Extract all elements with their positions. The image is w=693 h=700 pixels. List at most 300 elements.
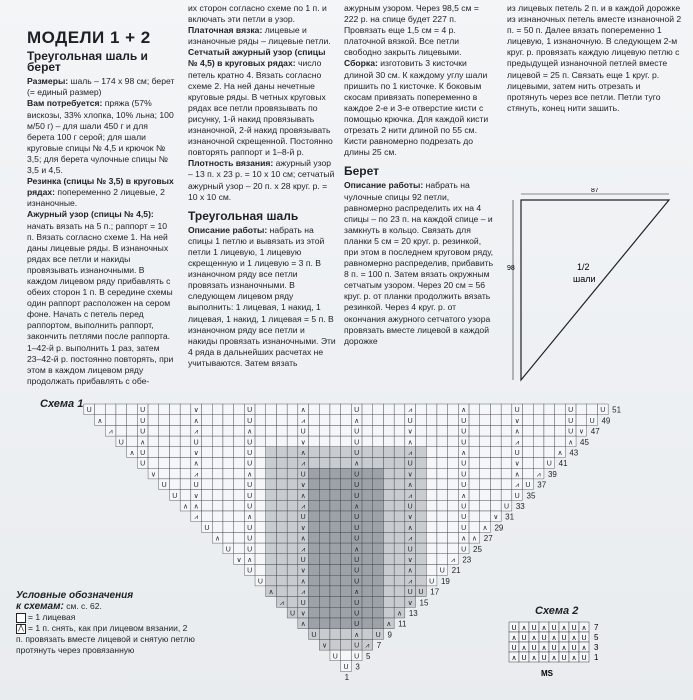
schema1-symbol: U: [247, 546, 253, 554]
schema1-cell: [362, 500, 373, 511]
schema1-cell: [202, 479, 213, 490]
schema2-symbol: U: [551, 645, 557, 652]
schema1-row-number: 23: [462, 555, 472, 565]
schema1-cell: [276, 458, 287, 469]
schema1-symbol: U: [525, 482, 531, 490]
schema1-cell: [309, 436, 320, 447]
schema1-cell: [287, 468, 298, 479]
schema1-cell: [437, 532, 448, 543]
legend-item-decrease: [16, 623, 196, 656]
schema1-cell: [319, 490, 330, 501]
schema1-symbol: U: [289, 610, 296, 618]
schema1-cell: [169, 447, 180, 458]
schema1-symbol: ∧: [354, 417, 360, 425]
schema1-cell: [416, 575, 427, 586]
schema1-symbol: ∨: [300, 567, 306, 575]
schema1-cell: [212, 415, 223, 426]
schema1-cell: [330, 597, 341, 608]
legend-subtitle-label: к схемам:: [16, 601, 64, 612]
schema2-symbol: U: [581, 635, 587, 642]
schema1-symbol: ⩘: [515, 439, 520, 447]
schema1-cell: [383, 607, 394, 618]
schema2-symbol: U: [561, 655, 567, 662]
schema1-cell: [180, 436, 191, 447]
schema1-symbol: U: [247, 482, 253, 490]
schema1-symbol: ⩘: [301, 503, 306, 511]
schema1-symbol: ∧: [354, 503, 360, 511]
schema1-cell: [180, 404, 191, 415]
schema1-symbol: U: [247, 450, 253, 457]
schema1-cell: [341, 458, 352, 469]
schema1-symbol: ⩘: [408, 535, 413, 543]
schema1-symbol: U: [300, 514, 306, 522]
schema1-cell: [373, 404, 384, 415]
page-title: МОДЕЛИ 1 + 2: [27, 28, 151, 47]
schema1-symbol: U: [407, 589, 413, 597]
schema1-row-number: 29: [494, 523, 504, 533]
schema1-cell: [341, 586, 352, 597]
schema1-symbol: ∧: [268, 589, 274, 597]
shawl-work-paragraph: [188, 225, 336, 369]
schema1-cell: [330, 532, 341, 543]
schema1-cell: [448, 500, 459, 511]
schema1-cell: [394, 575, 405, 586]
schema1-symbol: U: [407, 503, 413, 511]
schema1-cell: [383, 565, 394, 576]
schema1-cell: [309, 522, 320, 533]
schema1-symbol: U: [140, 460, 146, 468]
schema1-cell: [319, 575, 330, 586]
schema1-cell: [394, 597, 405, 608]
schema1-symbol: ⩘: [365, 642, 370, 650]
schema1-cell: [330, 586, 341, 597]
schema1-cell: [341, 532, 352, 543]
width-label: 87: [591, 188, 599, 194]
schema1-cell: [234, 490, 245, 501]
schema1-cell: [169, 479, 180, 490]
schema1-cell: [287, 565, 298, 576]
schema1-cell: [426, 458, 437, 469]
schema1-cell: [426, 500, 437, 511]
schema1-cell: [373, 554, 384, 565]
schema1-symbol: U: [354, 642, 360, 650]
schema1-cell: [234, 458, 245, 469]
schema1-symbol: ⩘: [408, 407, 413, 415]
schema1-cell: [266, 425, 277, 436]
shawl-label: шали: [573, 274, 596, 284]
schema1-cell: [362, 404, 373, 415]
mesh-paragraph: [188, 47, 336, 158]
schema1-cell: [212, 447, 223, 458]
schema1-cell: [202, 425, 213, 436]
schema1-cell: [373, 532, 384, 543]
schema1-symbol: ⩘: [301, 417, 306, 425]
schema1-cell: [330, 511, 341, 522]
schema1-symbol: U: [354, 492, 360, 500]
schema1-cell: [319, 500, 330, 511]
schema1-cell: [416, 479, 427, 490]
schema1-cell: [276, 543, 287, 554]
schema1-symbol: U: [140, 450, 146, 457]
schema1-row-number: 33: [515, 502, 525, 511]
schema1-cell: [480, 511, 491, 522]
schema2-row-number: 1: [594, 653, 599, 662]
schema1-cell: [437, 479, 448, 490]
schema1-cell: [416, 490, 427, 501]
schema1-cell: [212, 425, 223, 436]
schema1-cell: [330, 425, 341, 436]
schema1-symbol: U: [461, 417, 467, 425]
schema1-symbol: U: [429, 578, 435, 586]
schema1-cell: [341, 436, 352, 447]
schema1-cell: [394, 500, 405, 511]
schema1-cell: [426, 468, 437, 479]
schema1-cell: [373, 543, 384, 554]
schema2-symbol: U: [571, 625, 577, 632]
schema1-cell: [276, 565, 287, 576]
schema1-cell: [501, 447, 512, 458]
schema1-cell: [169, 468, 180, 479]
materials-label: Вам потребуется:: [27, 98, 103, 109]
schema1-symbol: U: [193, 482, 199, 490]
schema1-cell: [394, 447, 405, 458]
schema1-cell: [309, 554, 320, 565]
schema1-cell: [309, 458, 320, 469]
schema1-symbol: ⩘: [301, 460, 306, 468]
rib-text: попеременно 2 лицевые, 2 изнаночные.: [27, 187, 165, 209]
schema1-symbol: ∨: [514, 417, 520, 425]
schema1-cell: [212, 479, 223, 490]
schema1-cell: [448, 415, 459, 426]
schema1-cell: [394, 532, 405, 543]
schema2-symbol: ∧: [551, 635, 557, 642]
schema1-cell: [341, 565, 352, 576]
schema1-cell: [362, 565, 373, 576]
schema1-symbol: U: [439, 567, 445, 575]
schema2-symbol: U: [531, 645, 537, 652]
schema1-symbol: ∧: [396, 610, 403, 618]
models-subtitle: Треугольная шаль и берет: [27, 49, 148, 75]
schema1-symbol: ∨: [407, 514, 413, 522]
schema1-cell: [159, 468, 170, 479]
schema1-cell: [587, 404, 598, 415]
legend-subtitle-ref: см. с. 62.: [66, 601, 102, 611]
schema1-symbol: U: [354, 578, 360, 586]
schema1-symbol: ∨: [193, 492, 199, 500]
schema1-symbol: U: [354, 653, 360, 661]
col3-intro: ажурным узором. Через 98,5 см = 222 р. на спице будет 227 п. Провязать еще 1,5 см = 4 р. платочной вязкой. Все петли свободно закрыть лицевыми.: [344, 3, 479, 58]
schema1-symbol: ∧: [407, 524, 413, 532]
schema1-cell: [544, 436, 555, 447]
schema1-cell: [523, 458, 534, 469]
schema1-cell: [255, 522, 266, 533]
schema1-cell: [416, 436, 427, 447]
rib-label: Резинка (спицы № 3,5) в круговых рядах:: [27, 176, 174, 198]
schema1-cell: [266, 565, 277, 576]
schema1-cell: [266, 479, 277, 490]
schema1-symbol: ∧: [140, 439, 146, 447]
schema1-cell: [180, 425, 191, 436]
schema1-cell: [276, 479, 287, 490]
schema1-cell: [426, 447, 437, 458]
schema1-cell: [362, 543, 373, 554]
schema1-row-number: 21: [451, 566, 461, 576]
schema2-symbol: U: [541, 655, 547, 662]
schema1-cell: [416, 522, 427, 533]
schema1-symbol: ∧: [568, 439, 574, 447]
schema1-cell: [212, 511, 223, 522]
schema1-cell: [383, 543, 394, 554]
schema1-cell: [469, 468, 480, 479]
schema1-cell: [309, 532, 320, 543]
legend-item1-text: = 1 лицевая: [28, 612, 76, 622]
schema1-symbol: ⩘: [408, 492, 413, 500]
decrease-symbol-icon: ⋀: [16, 624, 26, 634]
schema1-cell: [437, 404, 448, 415]
legend-item2-text: = 1 п. снять, как при лицевом вязании, 2 п. провязать вместе лицевой и снятую петлю протянуть через провязанную: [16, 623, 195, 655]
schema1-cell: [234, 511, 245, 522]
schema1-cell: [255, 404, 266, 415]
schema1-cell: [309, 565, 320, 576]
schema1-cell: [469, 425, 480, 436]
schema1-cell: [127, 425, 138, 436]
schema1-cell: [437, 436, 448, 447]
schema1-symbol: U: [461, 524, 467, 532]
schema1-symbol: ∨: [407, 471, 413, 479]
schema1-cell: [319, 511, 330, 522]
schema1-cell: [383, 575, 394, 586]
schema1-row-number: 27: [483, 534, 493, 544]
legend-title: Условные обозначения: [16, 590, 134, 601]
schema1-cell: [223, 511, 234, 522]
schema1-cell: [383, 586, 394, 597]
schema1-cell: [341, 468, 352, 479]
schema1-cell: [330, 543, 341, 554]
schema1-cell: [330, 565, 341, 576]
schema1-cell: [266, 522, 277, 533]
schema1-cell: [448, 447, 459, 458]
schema1-cell: [287, 511, 298, 522]
beret-work-text: набрать на чулочные спицы 92 петли, равномерно распределить их на 4 спицы – по 23 п. на каждой спице – и замкнуть в кольцо. Связать для планки 5 см = 20 круг. р. резинкой, при этом в последнем круговом ряду, равномерно распределив, прибавить 8 п. = 100 п. Затем вязать окружным сетчатым узором. Через 20 см = 56 круг. р. от планки продолжить вязать резинкой. Через 4 круг. р. от окончания ажурного сетчатого узора провязать вместе лицевой в каждой дорожке: [344, 180, 494, 346]
schema1-cell: [341, 500, 352, 511]
schema1-symbol: ⩘: [451, 557, 455, 564]
schema1-cell: [437, 511, 448, 522]
schema1-symbol: ∧: [514, 428, 520, 436]
schema1-cell: [234, 532, 245, 543]
schema1-cell: [255, 447, 266, 458]
schema1-cell: [223, 532, 234, 543]
schema1-symbol: U: [140, 407, 146, 415]
schema1-cell: [469, 447, 480, 458]
schema1-cell: [523, 404, 534, 415]
schema1-cell: [394, 511, 405, 522]
schema1-cell: [180, 468, 191, 479]
schema1-cell: [426, 404, 437, 415]
schema1-cell: [383, 500, 394, 511]
schema1-cell: [266, 468, 277, 479]
schema1-symbol: ∧: [247, 428, 253, 436]
schema1-cell: [180, 415, 191, 426]
schema1-symbol: U: [514, 450, 520, 457]
lace-text: начать вязать на 5 п.; раппорт = 10 п. Вязать согласно схеме 1. На ней даны лицевые ряды. В изнаночных рядах все петли и накиды провязывать изнаночными. В каждом лицевом ряду прибавлять с обеих сторон 1 п. В середине схемы один раппорт расположен на сером фоне. Начать с петель перед раппортом, выполнить раппорт, закончить петлями после раппорта. 1–42-й р. выполнить 1 раз, затем 23–42-й р. постоянно повторять, при этом в каждом лицевом ряду продолжать прибавлять с обе-: [27, 220, 174, 386]
schema1-cell: [330, 479, 341, 490]
schema2-row-number: 3: [594, 643, 599, 652]
schema1-symbol: ∧: [300, 621, 306, 629]
schema1-cell: [212, 490, 223, 501]
schema1-row-number: 43: [569, 448, 579, 458]
schema2-symbol: U: [551, 625, 557, 632]
schema1-cell: [287, 447, 298, 458]
schema1-cell: [373, 597, 384, 608]
schema1-cell: [341, 522, 352, 533]
schema1-cell: [276, 575, 287, 586]
schema1-symbol: ⩘: [279, 599, 284, 607]
schema1-cell: [223, 479, 234, 490]
schema2-row-number: 5: [594, 633, 599, 642]
schema1-cell: [330, 522, 341, 533]
height-label: 98: [507, 265, 515, 272]
schema1-cell: [223, 425, 234, 436]
schema1-cell: [416, 425, 427, 436]
schema1-cell: [341, 597, 352, 608]
schema1-cell: [394, 404, 405, 415]
gauge-label: Плотность вязания:: [188, 158, 274, 169]
schema1-cell: [223, 436, 234, 447]
schema1-cell: [287, 575, 298, 586]
beret-work-label: Описание работы:: [344, 180, 424, 191]
schema1-cell: [362, 618, 373, 629]
schema1-cell: [341, 447, 352, 458]
schema1-cell: [255, 425, 266, 436]
schema1-cell: [576, 415, 587, 426]
schema1-cell: [255, 468, 266, 479]
schema1-symbol: ∧: [461, 450, 467, 457]
shawl-work-text: набрать на спицы 1 петлю и вывязать из этой петли 1 лицевую, 1 лицевую скрещенную и 1 лицевую = 3 п. В изнаночном ряду все петли провязать изнаночными. В следующем лицевом ряду выполнить: 1 лицевая, 1 накид, 1 лицевая, 1 накид, 1 лицевая = 5 п. В изнаночном ряду все петли и накиды провязать изнаночными. Эти 4 ряда в дальнейших расчетах не учитываются. Затем вязать: [188, 224, 336, 368]
schema1-cell: [373, 575, 384, 586]
schema1-symbol: ∧: [193, 503, 199, 511]
schema1-cell: [116, 415, 127, 426]
schema1-cell: [159, 425, 170, 436]
schema1-cell: [148, 425, 159, 436]
schema1-cell: [223, 490, 234, 501]
schema1-cell: [309, 500, 320, 511]
schema1-cell: [234, 447, 245, 458]
schema1-cell: [341, 404, 352, 415]
schema1-cell: [180, 458, 191, 469]
schema1-cell: [127, 404, 138, 415]
schema1-cell: [287, 554, 298, 565]
schema1-cell: [362, 597, 373, 608]
gauge-paragraph: [188, 158, 336, 202]
schema2-row-number: 7: [594, 623, 599, 632]
schema1-cell: [319, 532, 330, 543]
schema1-symbol: ∨: [578, 428, 584, 436]
schema1-cell: [416, 415, 427, 426]
schema1-cell: [341, 575, 352, 586]
schema1-row-number: 45: [580, 437, 589, 447]
schema1-cell: [255, 543, 266, 554]
schema1-cell: [341, 543, 352, 554]
shawl-shape-diagram: [505, 188, 685, 388]
schema1-symbol: ∧: [407, 567, 413, 575]
materials-paragraph: [27, 98, 175, 176]
schema1-row-number: 7: [376, 641, 382, 651]
schema1-symbol: ∨: [193, 407, 199, 415]
schema1-cell: [169, 458, 180, 469]
schema1-cell: [319, 479, 330, 490]
schema1-cell: [373, 490, 384, 501]
schema1-symbol: U: [140, 428, 146, 436]
schema1-cell: [490, 404, 501, 415]
schema1-symbol: ∧: [247, 471, 253, 479]
schema1-cell: [169, 415, 180, 426]
schema1-cell: [544, 425, 555, 436]
schema1-cell: [341, 425, 352, 436]
schema1-cell: [276, 425, 287, 436]
column-1: [27, 28, 175, 387]
schema1-symbol: ∧: [300, 578, 306, 586]
schema1-cell: [469, 404, 480, 415]
schema1-symbol: U: [300, 471, 306, 479]
schema1-symbol: ∧: [386, 621, 392, 629]
schema1-symbol: U: [300, 428, 306, 436]
schema1-cell: [180, 447, 191, 458]
schema1-row-number: 37: [537, 480, 547, 490]
schema1-cell: [309, 511, 320, 522]
schema1-cell: [255, 565, 266, 576]
schema1-cell: [223, 500, 234, 511]
schema1-cell: [437, 415, 448, 426]
schema1-cell: [330, 447, 341, 458]
schema1-symbol: U: [418, 589, 424, 597]
schema1-cell: [523, 415, 534, 426]
schema1-cell: [373, 511, 384, 522]
schema1-cell: [319, 629, 330, 640]
schema1-cell: [148, 415, 159, 426]
schema1-cell: [148, 447, 159, 458]
schema2-symbol: U: [571, 645, 577, 652]
schema1-cell: [544, 404, 555, 415]
schema1-cell: [426, 543, 437, 554]
schema1-cell: [319, 586, 330, 597]
schema1-cell: [362, 629, 373, 640]
schema1-title: Схема 1: [40, 398, 84, 410]
schema1-cell: [266, 436, 277, 447]
schema1-cell: [330, 500, 341, 511]
schema1-symbol: ∧: [407, 482, 413, 490]
sizes-label: Размеры:: [27, 76, 69, 87]
schema1-cell: [127, 415, 138, 426]
schema1-cell: [448, 511, 459, 522]
schema1-cell: [373, 522, 384, 533]
schema1-cell: [469, 522, 480, 533]
schema1-cell: [362, 425, 373, 436]
schema1-cell: [480, 404, 491, 415]
schema1-symbol: U: [568, 428, 574, 436]
schema1-cell: [416, 554, 427, 565]
schema1-symbol: U: [354, 428, 360, 436]
schema1-cell: [533, 415, 544, 426]
schema1-symbol: U: [354, 599, 360, 607]
garter-paragraph: [188, 25, 336, 47]
schema1-symbol: ∧: [193, 417, 199, 425]
schema1-cell: [319, 458, 330, 469]
schema1-cell: [501, 490, 512, 501]
schema1-cell: [330, 490, 341, 501]
schema1-cell: [490, 468, 501, 479]
schema1-cell: [319, 415, 330, 426]
schema1-cell: [287, 479, 298, 490]
